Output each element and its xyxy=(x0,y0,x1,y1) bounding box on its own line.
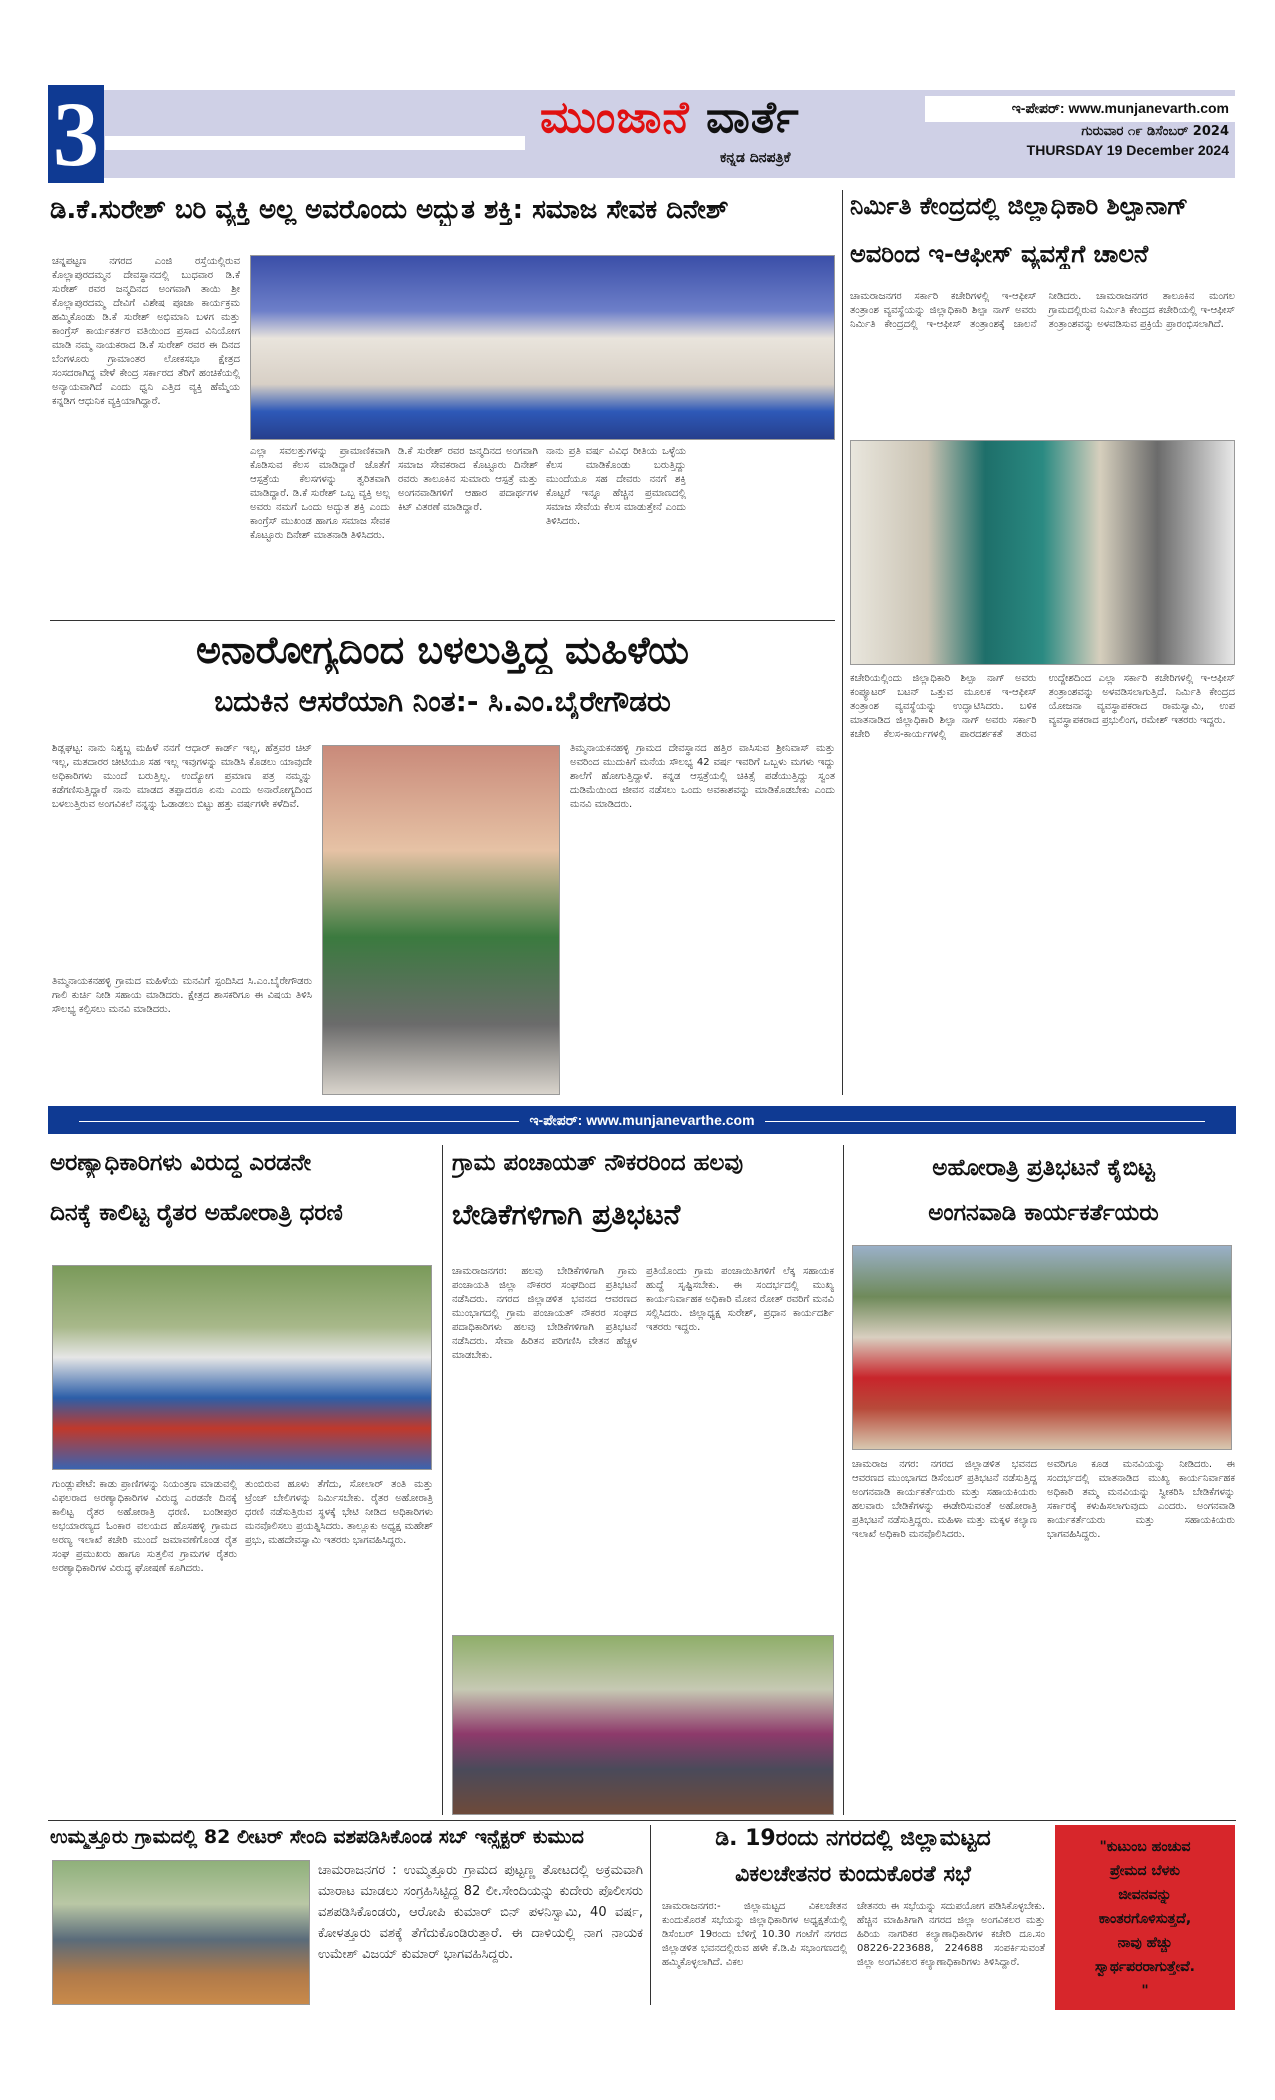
article-body: ಅವರಿಗೂ ಕೂಡ ಮನವಿಯನ್ನು ನೀಡಿದರು. ಈ ಸಂದರ್ಭದಲ್ಲಿ ಮಾತನಾಡಿದ ಮುಖ್ಯ ಕಾರ್ಯನಿರ್ವಾಹಕ ಅಧಿಕಾರಿ ತಮ್ಮ ಮನವಿಯನ್ನು ಸ್ವೀಕರಿಸಿ ಬೇಡಿಕೆಗಳನ್ನು ಸರ್ಕಾರಕ್ಕೆ ಕಳುಹಿಸಲಾಗುವುದು ಎಂದರು. ಅಂಗನವಾಡಿ ಕಾರ್ಯಕರ್ತೆಯರು ಮತ್ತು ಸಹಾಯಕಿಯರು ಭಾಗವಹಿಸಿದ್ದರು. xyxy=(1047,1459,1235,1540)
title-red: ಮುಂಜಾನೆ xyxy=(540,92,690,143)
article-headline: ಅರಣ್ಯಾಧಿಕಾರಿಗಳು ವಿರುದ್ಧ ಎರಡನೇ xyxy=(50,1150,312,1176)
article-body: ಚನ್ನಪಟ್ಟಣ ನಗರದ ಎಂಜಿ ರಸ್ತೆಯಲ್ಲಿರುವ ಕೊಲ್ಲಾಪುರದಮ್ಮನ ದೇವಸ್ಥಾನದಲ್ಲಿ ಬುಧವಾರ ಡಿ.ಕೆ ಸುರೇಶ್ ರವರ ಜನ್ಮದಿನದ ಅಂಗವಾಗಿ ತಾಯಿ ಶ್ರೀ ಕೊಲ್ಲಾಪುರದಮ್ಮ ದೇವಿಗೆ ವಿಶೇಷ ಪೂಜಾ ಕಾರ್ಯಕ್ರಮ ಹಮ್ಮಿಕೊಂಡು ಡಿ.ಕೆ ಸುರೇಶ್ ಅಭಿಮಾನಿ ಬಳಗ ಮತ್ತು ಕಾಂಗ್ರೆಸ್ ಕಾರ್ಯಕರ್ತರ ವತಿಯಿಂದ ಪ್ರಸಾದ ವಿನಿಯೋಗ ಮಾಡಿ ನಮ್ಮ ನಾಯಕರಾದ ಡಿ.ಕೆ ಸುರೇಶ್ ರವರ ಈ ದಿನದ ಬೆಂಗಳೂರು ಗ್ರಾಮಾಂತರ ಲೋಕಸಭಾ ಕ್ಷೇತ್ರದ ಸಂಸದರಾಗಿದ್ದ ವೇಳೆ ಕೇಂದ್ರ ಸರ್ಕಾರದ ತೆರಿಗೆ ಹಂಚಿಕೆಯಲ್ಲಿ ಅನ್ಯಾಯವಾಗಿದೆ ಎಂದು ಧ್ವನಿ ಎತ್ತಿದ ವ್ಯಕ್ತಿ ಹೆಮ್ಮೆಯ ಕನ್ನಡಿಗ ಆಧುನಿಕ ವ್ಯಕ್ತಿಯಾಗಿದ್ದಾರೆ. xyxy=(52,256,240,407)
column-divider xyxy=(442,1145,443,1815)
masthead-strip xyxy=(105,136,525,150)
article-headline: ಅಂಗನವಾಡಿ ಕಾರ್ಯಕರ್ತೆಯರು xyxy=(928,1200,1159,1226)
article-headline: ಉಮ್ಮತ್ತೂರು ಗ್ರಾಮದಲ್ಲಿ 82 ಲೀಟರ್ ಸೇಂದಿ ವಶಪಡಿಸಿಕೊಂಡ ಸಬ್ ಇನ್ಸ್ಪೆಕ್ಟರ್ ಕುಮುದ xyxy=(50,1826,584,1848)
date-kannada: ಗುರುವಾರ ೧೯ ಡಿಸೆಂಬರ್ 2024 xyxy=(1081,124,1229,139)
quote-line: "ಕುಟುಂಬ ಹಂಚುವ xyxy=(1099,1839,1191,1855)
photo-seized-arrack xyxy=(52,1860,310,2005)
photo-memorandum xyxy=(452,1635,834,1815)
article-headline: ವಿಕಲಚೇತನರ ಕುಂದುಕೊರತೆ ಸಭೆ xyxy=(735,1862,971,1887)
article-body: ಚೇತನರು ಈ ಸಭೆಯನ್ನು ಸದುಪಯೋಗ ಪಡಿಸಿಕೊಳ್ಳಬೇಕು. ಹೆಚ್ಚಿನ ಮಾಹಿತಿಗಾಗಿ ನಗರದ ಜಿಲ್ಲಾ ಅಂಗವಿಕಲರ ಮತ್ತು ಹಿರಿಯ ನಾಗರಿಕರ ಕಲ್ಯಾಣಾಧಿಕಾರಿಗಳ ಕಚೇರಿ ದೂ.ಸಂ 08226-223688, 224688 ಸಂಪರ್ಕಿಸುವಂತೆ ಜಿಲ್ಲಾ ಅಂಗವಿಕಲರ ಕಲ್ಯಾಣಾಧಿಕಾರಿಗಳು ತಿಳಿಸಿದ್ದಾರೆ. xyxy=(857,1901,1045,1968)
column-divider xyxy=(843,1145,844,1815)
quote-line: ನಾವು ಹೆಚ್ಚು xyxy=(1117,1935,1173,1951)
epaper-banner xyxy=(48,1106,1236,1134)
newspaper-title xyxy=(540,92,800,143)
photo-officer-computer xyxy=(850,440,1235,665)
article-body: ಚಾಮರಾಜನಗರ:- ಜಿಲ್ಲಾಮಟ್ಟದ ವಿಕಲಚೇತನ ಕುಂದುಕೊರತೆ ಸಭೆಯನ್ನು ಜಿಲ್ಲಾಧಿಕಾರಿಗಳ ಅಧ್ಯಕ್ಷತೆಯಲ್ಲಿ ಡಿಸೆಂಬರ್ 19ರಂದು ಬೆಳಿಗ್ಗೆ 10.30 ಗಂಟೆಗೆ ನಗರದ ಜಿಲ್ಲಾಡಳಿತ ಭವನದಲ್ಲಿರುವ ಹಳೇ ಕೆ.ಡಿ.ಪಿ ಸಭಾಂಗಣದಲ್ಲಿ ಹಮ್ಮಿಕೊಳ್ಳಲಾಗಿದೆ. ವಿಕಲ xyxy=(662,1901,847,1968)
article-headline: ಅಹೋರಾತ್ರಿ ಪ್ರತಿಭಟನೆ ಕೈಬಿಟ್ಟ xyxy=(932,1155,1155,1181)
quote-line: ಜೀವನವನ್ನು xyxy=(1118,1887,1172,1903)
quote-box xyxy=(1055,1825,1235,2010)
photo-farmers-protest xyxy=(52,1265,432,1470)
quote-line: ಕಾಂತರಗೊಳಿಸುತ್ತದೆ, xyxy=(1098,1911,1192,1927)
article-body: ಕಚೇರಿಯಲ್ಲಿಂದು ಜಿಲ್ಲಾಧಿಕಾರಿ ಶಿಲ್ಪಾ ನಾಗ್ ಅವರು ಕಂಪ್ಯೂಟರ್ ಬಟನ್ ಒತ್ತುವ ಮೂಲಕ ಇ-ಆಫೀಸ್ ತಂತ್ರಾಂಶ ವ್ಯವಸ್ಥೆಯನ್ನು ಉದ್ಘಾಟಿಸಿದರು. ಬಳಿಕ ಮಾತನಾಡಿದ ಜಿಲ್ಲಾಧಿಕಾರಿ ಶಿಲ್ಪಾ ನಾಗ್ ಅವರು ಸರ್ಕಾರಿ ಕಚೇರಿ ಕೆಲಸ-ಕಾರ್ಯಗಳಲ್ಲಿ ಪಾರದರ್ಶಕತೆ ತರುವ ಉದ್ದೇಶದಿಂದ ಎಲ್ಲಾ ಸರ್ಕಾರಿ ಕಚೇರಿಗಳಲ್ಲಿ ಇ-ಆಫೀಸ್ ತಂತ್ರಾಂಶವನ್ನು ಅಳವಡಿಸಲಾಗುತ್ತಿದೆ. ನಿರ್ಮಿತಿ ಕೇಂದ್ರದ ಯೋಜನಾ ವ್ಯವಸ್ಥಾಪಕರಾದ ರಾಮಸ್ವಾಮಿ, ಉಪ ವ್ಯವಸ್ಥಾಪಕರಾದ ಪ್ರಭುಲಿಂಗ, ರಮೇಶ್ ಇತರರು ಇದ್ದರು. xyxy=(850,673,1235,740)
column-divider xyxy=(842,190,843,1095)
article-headline: ದಿನಕ್ಕೆ ಕಾಲಿಟ್ಟ ರೈತರ ಅಹೋರಾತ್ರಿ ಧರಣಿ xyxy=(50,1200,343,1226)
epaper-banner-text[interactable]: ಇ-ಪೇಪರ್: www.munjanevarthe.com xyxy=(529,1112,755,1128)
article-body: ಶಿಡ್ಲಘಟ್ಟ: ನಾನು ನಿಶ್ಯಬ್ದ ಮಹಿಳೆ ನನಗೆ ಆಧಾರ್ ಕಾರ್ಡ್ ಇಲ್ಲ, ಹೆತ್ತವರ ಚಿಟ್ ಇಲ್ಲ, ಮತದಾರರ ಚೀಟಿಯೂ ಸಹ ಇಲ್ಲ ಇವುಗಳನ್ನು ಮಾಡಿಸಿ ಕೊಡಲು ಯಾವುದೇ ಅಧಿಕಾರಿಗಳು ಮುಂದೆ ಬರುತ್ತಿಲ್ಲ. ಉದ್ಯೋಗ ಪ್ರಮಾಣ ಪತ್ರ ನಮ್ಮನ್ನು ಕಡೆಗಣಿಸುತ್ತಿದ್ದಾರೆ ನಾನು ಮಾಡದ ತಪ್ಪಾದರೂ ಏನು ಎಂದು ಅನಾರೋಗ್ಯದಿಂದ ಬಳಲುತ್ತಿರುವ ಅಂಗವಿಕಲೆ ನನ್ನನ್ನು ಓಡಾಡಲು ಬಿಟ್ಟು ಹತ್ತು ವರ್ಷಗಳೇ ಕಳೆದಿವೆ. xyxy=(52,743,312,810)
title-black: ವಾರ್ತೆ xyxy=(705,92,800,143)
article-body: ಎಲ್ಲಾ ಸವಲತ್ತುಗಳನ್ನು ಪ್ರಾಮಾಣಿಕವಾಗಿ ಕೊಡಿಸುವ ಕೆಲಸ ಮಾಡಿದ್ದಾರೆ ಜೊತೆಗೆ ಆಸ್ಪತ್ರೆಯ ಕೆಲಸಗಳನ್ನು ತ್ವರಿತವಾಗಿ ಮಾಡಿದ್ದಾರೆ. ಡಿ.ಕೆ ಸುರೇಶ್ ಒಬ್ಬ ವ್ಯಕ್ತಿ ಅಲ್ಲ ಅವರು ನಮಗೆ ಒಂದು ಅದ್ಭುತ ಶಕ್ತಿ ಎಂದು ಕಾಂಗ್ರೆಸ್ ಮುಖಂಡ ಹಾಗೂ ಸಮಾಜ ಸೇವಕ ಕೊಟ್ಟೂರು ದಿನೇಶ್ ಮಾತನಾಡಿ ತಿಳಿಸಿದರು. xyxy=(250,446,390,541)
quote-line: " xyxy=(1141,1983,1149,1999)
article-headline: ಅನಾರೋಗ್ಯದಿಂದ ಬಳಲುತ್ತಿದ್ದ ಮಹಿಳೆಯ xyxy=(196,628,689,672)
photo-anganwadi-protest xyxy=(852,1245,1232,1450)
date-english: THURSDAY 19 December 2024 xyxy=(1026,142,1229,158)
article-headline: ಡಿ.ಕೆ.ಸುರೇಶ್ ಬರಿ ವ್ಯಕ್ತಿ ಅಲ್ಲ ಅವರೊಂದು ಅದ್ಭುತ ಶಕ್ತಿ: ಸಮಾಜ ಸೇವಕ ದಿನೇಶ್ xyxy=(50,195,729,225)
quote-line: ಸ್ವಾರ್ಥಪರರಾಗುತ್ತೇವೆ. xyxy=(1094,1959,1195,1975)
article-body: ಗುಂಡ್ಲುಪೇಟೆ: ಕಾಡು ಪ್ರಾಣಿಗಳನ್ನು ನಿಯಂತ್ರಣ ಮಾಡುವಲ್ಲಿ ವಿಫಲರಾದ ಅರಣ್ಯಾಧಿಕಾರಿಗಳ ವಿರುದ್ಧ ಎರಡನೇ ದಿನಕ್ಕೆ ಕಾಲಿಟ್ಟ ರೈತರ ಅಹೋರಾತ್ರಿ ಧರಣಿ. ಬಂಡೀಪುರ ಅಭಯಾರಣ್ಯದ ಓಂಕಾರ ವಲಯದ ಹೊಸಹಳ್ಳಿ ಗ್ರಾಮದ ಅರಣ್ಯ ಇಲಾಖೆ ಕಚೇರಿ ಮುಂದೆ ಜಮಾವಣೆಗೊಂಡ ರೈತ ಸಂಘ ಪ್ರಮುಖರು ಹಾಗೂ ಸುತ್ತಲಿನ ಗ್ರಾಮಗಳ ರೈತರು ಅರಣ್ಯಾಧಿಕಾರಿಗಳ ವಿರುದ್ಧ ಘೋಷಣೆ ಕೂಗಿದರು. xyxy=(52,1479,237,1574)
article-body: ಪ್ರತಿಯೊಂದು ಗ್ರಾಮ ಪಂಚಾಯಿತಿಗಳಿಗೆ ಲೆಕ್ಕ ಸಹಾಯಕ ಹುದ್ದೆ ಸೃಷ್ಟಿಸಬೇಕು. ಈ ಸಂದರ್ಭದಲ್ಲಿ ಮುಖ್ಯ ಕಾರ್ಯನಿರ್ವಾಹಕ ಅಧಿಕಾರಿ ಮೋನ ರೋತ್ ರವರಿಗೆ ಮನವಿ ಸಲ್ಲಿಸಿದರು. ಜಿಲ್ಲಾಧ್ಯಕ್ಷ ಸುರೇಶ್, ಪ್ರಧಾನ ಕಾರ್ಯದರ್ಶಿ ಇತರರು ಇದ್ದರು. xyxy=(646,1266,834,1333)
quote-line: ಪ್ರೇಮದ ಬೆಳಕು xyxy=(1110,1863,1180,1879)
article-body: ತಿಮ್ಮನಾಯಕನಹಳ್ಳಿ ಗ್ರಾಮದ ದೇವಸ್ಥಾನದ ಹತ್ತಿರ ವಾಸಿಸುವ ಶ್ರೀನಿವಾಸ್ ಮತ್ತು ಅವರಿಂದ ಮುದುಕಿಗೆ ಮನೆಯ ಸೌಲಭ್ಯ 42 ವರ್ಷ ಇವರಿಗೆ ಒಬ್ಬಳು ಮಗಳು ಇದ್ದು ಶಾಲೆಗೆ ಹೋಗುತ್ತಿದ್ದಾಳೆ. ಕನ್ನಡ ಆಸ್ಪತ್ರೆಯಲ್ಲಿ ಚಿಕಿತ್ಸೆ ಪಡೆಯುತ್ತಿದ್ದು ಸ್ವಂತ ದುಡಿಮೆಯಿಂದ ಜೀವನ ನಡೆಸಲು ಒಂದು ಅವಕಾಶವನ್ನು ಮಾಡಿಕೊಡಬೇಕು ಎಂದು ಮನವಿ ಮಾಡಿದರು. xyxy=(570,743,835,810)
newspaper-subtitle: ಕನ್ನಡ ದಿನಪತ್ರಿಕೆ xyxy=(720,150,791,166)
page-number: 3 xyxy=(48,85,104,183)
article-body: ಚಾಮರಾಜನಗರ : ಉಮ್ಮತ್ತೂರು ಗ್ರಾಮದ ಪುಟ್ಟಣ್ಣ ತೋಟದಲ್ಲಿ ಅಕ್ರಮವಾಗಿ ಮಾರಾಟ ಮಾಡಲು ಸಂಗ್ರಹಿಸಿಟ್ಟಿದ್ದ 82 ಲೀ.ಸೇಂದಿಯನ್ನು ಕುದೇರು ಪೊಲೀಸರು ವಶಪಡಿಸಿಕೊಂಡರು, ಆರೋಪಿ ಕುಮಾರ್ ಬಿನ್ ಪಳನಿಸ್ವಾಮಿ, 40 ವರ್ಷ, ಕೋಳತ್ತೂರು ವಶಕ್ಕೆ ತೆಗೆದುಕೊಂಡಿರುತ್ತಾರೆ. ಈ ದಾಳಿಯಲ್ಲಿ ನಾಗ ನಾಯಕ ಉಮೇಶ್ ವಿಜಯ್ ಕುಮಾರ್ ಭಾಗವಹಿಸಿದ್ದರು. xyxy=(318,1863,643,1962)
article-body: ತುಂಬಿರುವ ಹೂಳು ತೆಗೆದು, ಸೋಲಾರ್ ತಂತಿ ಮತ್ತು ಟ್ರೆಂಚ್ ಬೇಲಿಗಳನ್ನು ನಿರ್ಮಿಸಬೇಕು. ರೈತರ ಅಹೋರಾತ್ರಿ ಧರಣಿ ನಡೆಸುತ್ತಿರುವ ಸ್ಥಳಕ್ಕೆ ಭೇಟಿ ನೀಡಿದ ಅಧಿಕಾರಿಗಳು ಮನವೊಲಿಸಲು ಪ್ರಯತ್ನಿಸಿದರು. ತಾಲ್ಲೂಕು ಅಧ್ಯಕ್ಷ ಮಹೇಶ್ ಪ್ರಭು, ಮಹದೇವಸ್ವಾಮಿ ಇತರರು ಭಾಗವಹಿಸಿದ್ದರು. xyxy=(245,1479,433,1546)
photo-group-event xyxy=(250,255,835,440)
row-divider xyxy=(48,1820,1236,1821)
article-body: ಚಾಮರಾಜನಗರ: ಹಲವು ಬೇಡಿಕೆಗಳಿಗಾಗಿ ಗ್ರಾಮ ಪಂಚಾಯತಿ ಜಿಲ್ಲಾ ನೌಕರರ ಸಂಘದಿಂದ ಪ್ರತಿಭಟನೆ ನಡೆಸಿದರು. ನಗರದ ಜಿಲ್ಲಾಡಳಿತ ಭವನದ ಆವರಣದ ಮುಂಭಾಗದಲ್ಲಿ ಗ್ರಾಮ ಪಂಚಾಯತ್ ನೌಕರರ ಸಂಘದ ಪದಾಧಿಕಾರಿಗಳು ಹಲವು ಬೇಡಿಕೆಗಳಿಗಾಗಿ ಪ್ರತಿಭಟನೆ ನಡೆಸಿದರು. ಸೇವಾ ಹಿರಿತನ ಪರಿಗಣಿಸಿ ವೇತನ ಹೆಚ್ಚಳ ಮಾಡಬೇಕು. xyxy=(452,1266,637,1361)
epaper-link[interactable]: ಇ-ಪೇಪರ್: www.munjanevarth.com xyxy=(925,96,1235,122)
article-body: ಚಾಮರಾಜ ನಗರ: ನಗರದ ಜಿಲ್ಲಾಡಳಿತ ಭವನದ ಆವರಣದ ಮುಂಭಾಗದ ಡಿಸೆಂಬರ್ ಪ್ರತಿಭಟನೆ ನಡೆಸುತ್ತಿದ್ದ ಅಂಗನವಾಡಿ ಕಾರ್ಯಕರ್ತೆಯರು ಮತ್ತು ಸಹಾಯಕಿಯರು ಹಲವಾರು ಬೇಡಿಕೆಗಳನ್ನು ಈಡೇರಿಸುವಂತೆ ಅಹೋರಾತ್ರಿ ಪ್ರತಿಭಟನೆ ನಡೆಸುತ್ತಿದ್ದರು. ಮಹಿಳಾ ಮತ್ತು ಮಕ್ಕಳ ಕಲ್ಯಾಣ ಇಲಾಖೆ ಅಧಿಕಾರಿ ಮನವೊಲಿಸಿದರು. xyxy=(852,1459,1037,1540)
column-divider xyxy=(650,1825,651,2005)
row-divider xyxy=(50,620,835,621)
article-body: ನಾನು ಪ್ರತಿ ವರ್ಷ ವಿವಿಧ ರೀತಿಯ ಒಳ್ಳೆಯ ಕೆಲಸ ಮಾಡಿಕೊಂಡು ಬರುತ್ತಿದ್ದು ಮುಂದೆಯೂ ಸಹ ದೇವರು ನನಗೆ ಶಕ್ತಿ ಕೊಟ್ಟರೆ ಇನ್ನೂ ಹೆಚ್ಚಿನ ಪ್ರಮಾಣದಲ್ಲಿ ಸಮಾಜ ಸೇವೆಯ ಕೆಲಸ ಮಾಡುತ್ತೇನೆ ಎಂದು ತಿಳಿಸಿದರು. xyxy=(546,446,686,527)
article-headline: ನಿರ್ಮಿತಿ ಕೇಂದ್ರದಲ್ಲಿ ಜಿಲ್ಲಾಧಿಕಾರಿ ಶಿಲ್ಪಾನಾಗ್ xyxy=(850,192,1189,220)
article-headline: ಡಿ. 19ರಂದು ನಗರದಲ್ಲಿ ಜಿಲ್ಲಾಮಟ್ಟದ xyxy=(715,1826,991,1851)
article-headline: ಗ್ರಾಮ ಪಂಚಾಯತ್ ನೌಕರರಿಂದ ಹಲವು xyxy=(452,1150,744,1176)
article-body: ಡಿ.ಕೆ ಸುರೇಶ್ ರವರ ಜನ್ಮದಿನದ ಅಂಗವಾಗಿ ಸಮಾಜ ಸೇವಕರಾದ ಕೊಟ್ಟೂರು ದಿನೇಶ್ ರವರು ತಾಲೂಕಿನ ಸುಮಾರು ಆಸ್ಪತ್ರೆ ಮತ್ತು ಅಂಗನವಾಡಿಗಳಿಗೆ ಆಹಾರ ಪದಾರ್ಥಗಳ ಕಿಟ್ ವಿತರಣೆ ಮಾಡಿದ್ದಾರೆ. xyxy=(398,446,538,513)
article-body: ಚಾಮರಾಜನಗರ ಸರ್ಕಾರಿ ಕಚೇರಿಗಳಲ್ಲಿ ಇ-ಆಫೀಸ್ ತಂತ್ರಾಂಶ ವ್ಯವಸ್ಥೆಯನ್ನು ಜಿಲ್ಲಾಧಿಕಾರಿ ಶಿಲ್ಪಾ ನಾಗ್ ಅವರು ನಿರ್ಮಿತಿ ಕೇಂದ್ರದಲ್ಲಿ ಇ-ಆಫೀಸ್ ತಂತ್ರಾಂಶಕ್ಕೆ ಚಾಲನೆ ನೀಡಿದರು. ಚಾಮರಾಜನಗರ ತಾಲೂಕಿನ ಮಂಗಲ ಗ್ರಾಮದಲ್ಲಿರುವ ನಿರ್ಮಿತಿ ಕೇಂದ್ರದ ಕಚೇರಿಯಲ್ಲಿ ಇ-ಆಫೀಸ್ ತಂತ್ರಾಂಶವನ್ನು ಅಳವಡಿಸುವ ಪ್ರಕ್ರಿಯೆ ಪ್ರಾರಂಭಿಸಲಾಗಿದೆ. xyxy=(850,291,1235,330)
article-headline: ಬೇಡಿಕೆಗಳಿಗಾಗಿ ಪ್ರತಿಭಟನೆ xyxy=(452,1198,681,1231)
photo-wheelchair-donation xyxy=(322,745,560,1095)
article-body: ತಿಮ್ಮನಾಯಕನಹಳ್ಳಿ ಗ್ರಾಮದ ಮಹಿಳೆಯ ಮನವಿಗೆ ಸ್ಪಂದಿಸಿದ ಸಿ.ಎಂ.ಬೈರೇಗೌಡರು ಗಾಲಿ ಕುರ್ಚಿ ನೀಡಿ ಸಹಾಯ ಮಾಡಿದರು. ಕ್ಷೇತ್ರದ ಶಾಸಕರಿಗೂ ಈ ವಿಷಯ ತಿಳಿಸಿ ಸೌಲಭ್ಯ ಕಲ್ಪಿಸಲು ಮನವಿ ಮಾಡಿದರು. xyxy=(52,976,312,1015)
article-headline: ಅವರಿಂದ ಇ-ಆಫೀಸ್ ವ್ಯವಸ್ಥೆಗೆ ಚಾಲನೆ xyxy=(850,240,1149,268)
article-headline: ಬದುಕಿನ ಆಸರೆಯಾಗಿ ನಿಂತ:- ಸಿ.ಎಂ.ಬೈರೇಗೌಡರು xyxy=(214,685,671,718)
